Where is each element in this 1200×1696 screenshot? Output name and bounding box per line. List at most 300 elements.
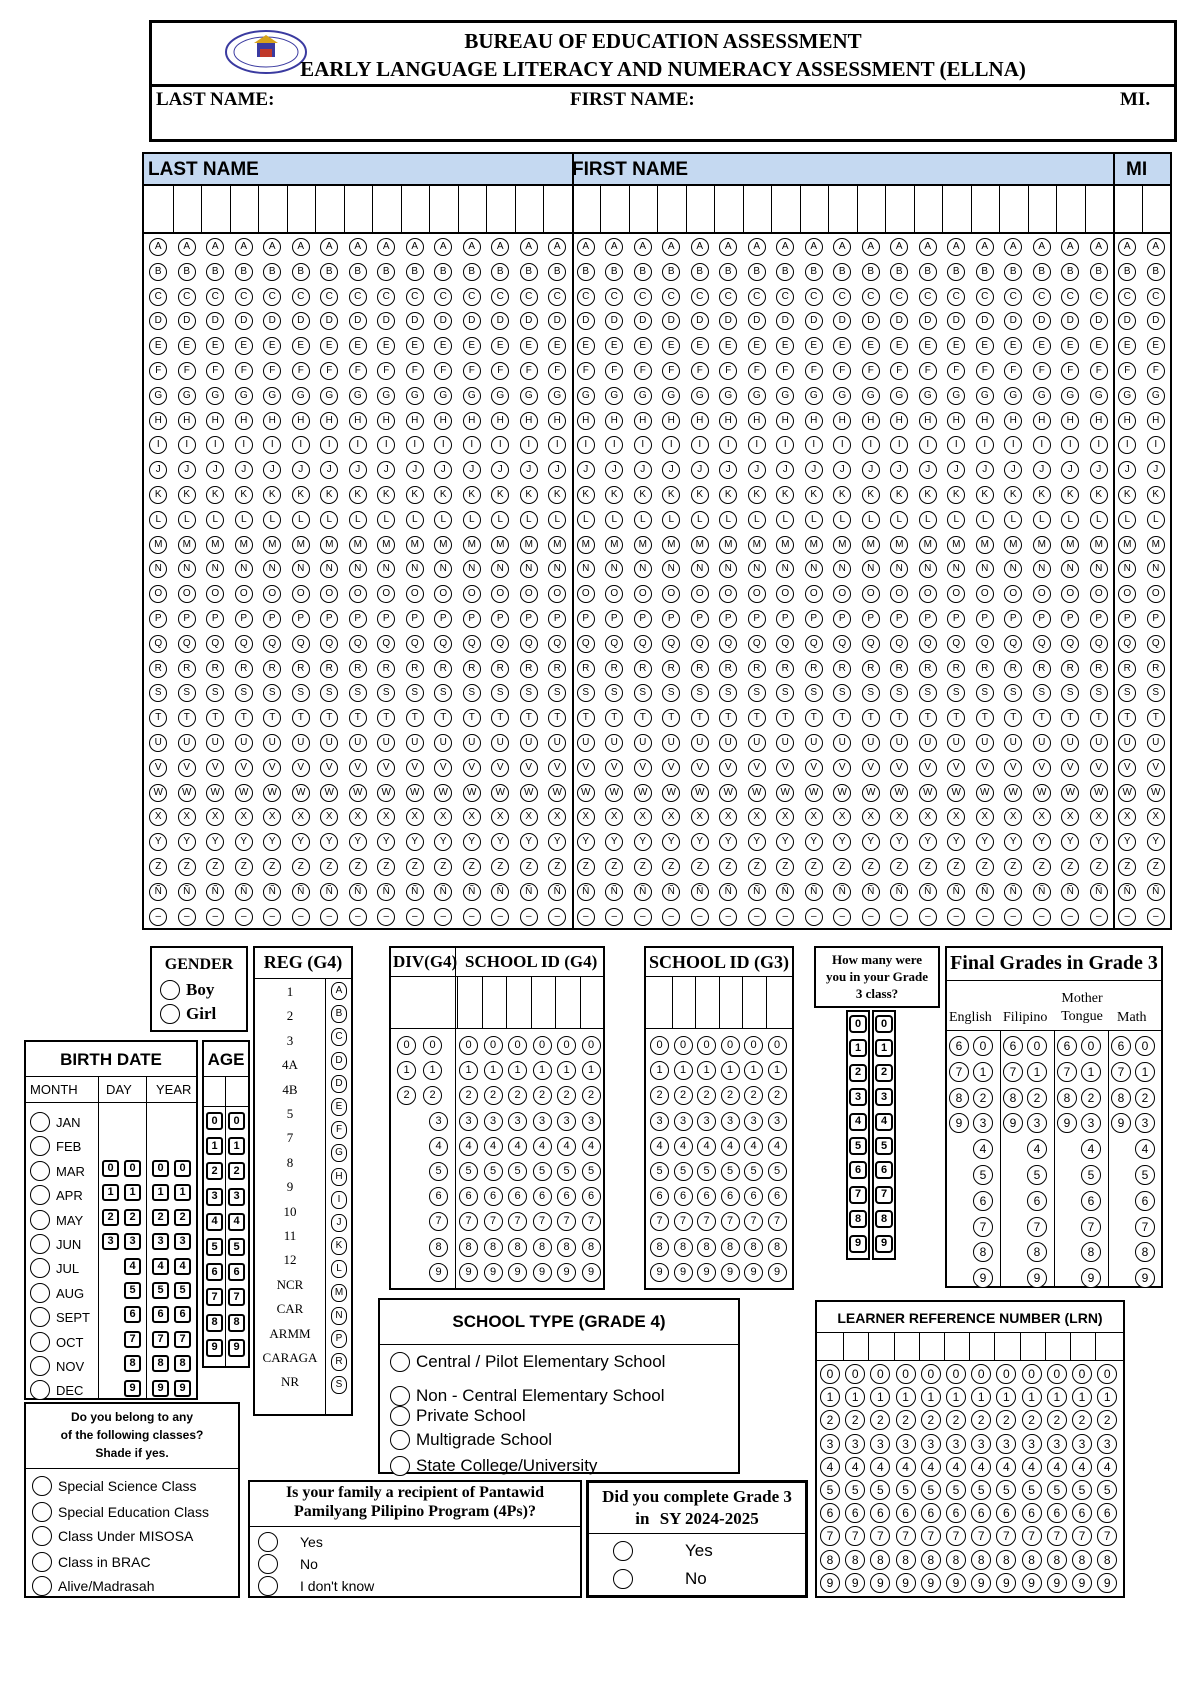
first-name-bubble[interactable]: B (890, 263, 908, 281)
first-name-bubble[interactable]: B (691, 263, 709, 281)
first-name-bubble[interactable]: J (976, 461, 994, 479)
grade-tens-bubble[interactable]: 6 (1057, 1036, 1077, 1056)
first-name-bubble[interactable]: U (976, 734, 994, 752)
last-name-bubble[interactable]: K (434, 486, 452, 504)
first-name-bubble[interactable]: I (1061, 436, 1079, 454)
grade-ones-bubble[interactable]: 9 (1081, 1268, 1101, 1288)
first-name-bubble[interactable]: Y (805, 833, 823, 851)
first-name-bubble[interactable]: F (634, 362, 652, 380)
month-bubble[interactable] (30, 1136, 50, 1156)
last-name-bubble[interactable]: Y (235, 833, 253, 851)
first-name-bubble[interactable]: W (577, 784, 595, 802)
school-id-g4-bubble[interactable]: 8 (484, 1238, 503, 1257)
region-letter-bubble[interactable]: C (331, 1028, 347, 1046)
mi-name-bubble[interactable]: I (1147, 436, 1165, 454)
lrn-bubble[interactable]: 4 (845, 1457, 865, 1477)
last-name-bubble[interactable]: R (434, 660, 452, 678)
first-name-bubble[interactable]: K (890, 486, 908, 504)
first-name-bubble[interactable]: I (976, 436, 994, 454)
first-name-bubble[interactable]: D (976, 312, 994, 330)
first-name-bubble[interactable]: A (976, 238, 994, 256)
lrn-bubble[interactable]: 4 (1022, 1457, 1042, 1477)
first-name-bubble[interactable]: U (776, 734, 794, 752)
last-name-bubble[interactable]: I (263, 436, 281, 454)
last-name-bubble[interactable]: F (235, 362, 253, 380)
lrn-entry-cell[interactable] (1046, 1334, 1069, 1358)
first-name-bubble[interactable]: S (862, 684, 880, 702)
last-name-bubble[interactable]: U (463, 734, 481, 752)
first-name-bubble[interactable]: L (833, 511, 851, 529)
mi-name-bubble[interactable]: R (1118, 660, 1136, 678)
first-name-bubble[interactable]: L (776, 511, 794, 529)
last-name-bubble[interactable]: V (491, 759, 509, 777)
region-letter-bubble[interactable]: S (331, 1376, 347, 1394)
mi-name-bubble[interactable]: I (1118, 436, 1136, 454)
school-id-g4-entry-cell[interactable] (483, 978, 506, 1026)
last-name-bubble[interactable]: L (206, 511, 224, 529)
first-name-bubble[interactable]: D (919, 312, 937, 330)
first-name-bubble[interactable]: G (662, 387, 680, 405)
mi-name-bubble[interactable]: K (1118, 486, 1136, 504)
last-name-bubble[interactable]: R (463, 660, 481, 678)
first-name-bubble[interactable]: K (919, 486, 937, 504)
first-name-bubble[interactable]: G (577, 387, 595, 405)
first-name-bubble[interactable]: L (1061, 511, 1079, 529)
school-id-g3-bubble[interactable]: 7 (674, 1212, 693, 1231)
first-name-bubble[interactable]: N (1004, 560, 1022, 578)
first-name-bubble[interactable]: M (1061, 536, 1079, 554)
last-name-bubble[interactable]: – (520, 908, 538, 926)
last-name-bubble[interactable]: E (434, 337, 452, 355)
last-name-bubble[interactable]: A (149, 238, 167, 256)
day-ones-bubble[interactable]: 9 (124, 1380, 141, 1397)
school-id-g3-bubble[interactable]: 8 (768, 1238, 787, 1257)
first-name-bubble[interactable]: O (1090, 585, 1108, 603)
grade-ones-bubble[interactable]: 0 (973, 1036, 993, 1056)
lrn-bubble[interactable]: 6 (1047, 1503, 1067, 1523)
last-name-bubble[interactable]: X (206, 808, 224, 826)
last-name-bubble[interactable]: Z (149, 858, 167, 876)
last-name-bubble[interactable]: X (149, 808, 167, 826)
first-name-bubble[interactable]: M (691, 536, 709, 554)
first-name-bubble[interactable]: V (605, 759, 623, 777)
first-name-bubble[interactable]: K (634, 486, 652, 504)
last-name-bubble[interactable]: H (406, 412, 424, 430)
first-name-bubble[interactable]: T (748, 709, 766, 727)
last-name-entry-cell[interactable] (259, 188, 286, 230)
mi-name-bubble[interactable]: F (1118, 362, 1136, 380)
first-name-bubble[interactable]: N (805, 560, 823, 578)
first-name-bubble[interactable]: Q (805, 635, 823, 653)
class-size-bubble[interactable]: 3 (875, 1088, 893, 1106)
school-id-g4-bubble[interactable]: 7 (459, 1212, 478, 1231)
first-name-bubble[interactable]: Z (662, 858, 680, 876)
school-id-g4-bubble[interactable]: 2 (557, 1086, 576, 1105)
last-name-bubble[interactable]: V (434, 759, 452, 777)
first-name-bubble[interactable]: I (1090, 436, 1108, 454)
school-id-g4-bubble[interactable]: 2 (508, 1086, 527, 1105)
school-id-g3-bubble[interactable]: 6 (674, 1187, 693, 1206)
last-name-bubble[interactable]: B (548, 263, 566, 281)
first-name-bubble[interactable]: X (662, 808, 680, 826)
last-name-bubble[interactable]: B (178, 263, 196, 281)
first-name-bubble[interactable]: N (577, 560, 595, 578)
first-name-bubble[interactable]: I (776, 436, 794, 454)
lrn-bubble[interactable]: 7 (1072, 1526, 1092, 1546)
last-name-bubble[interactable]: F (463, 362, 481, 380)
first-name-bubble[interactable]: S (805, 684, 823, 702)
last-name-bubble[interactable]: Z (349, 858, 367, 876)
last-name-bubble[interactable]: F (206, 362, 224, 380)
last-name-bubble[interactable]: K (206, 486, 224, 504)
last-name-bubble[interactable]: J (491, 461, 509, 479)
first-name-bubble[interactable]: M (1033, 536, 1051, 554)
first-name-bubble[interactable]: L (577, 511, 595, 529)
school-id-g3-bubble[interactable]: 7 (650, 1212, 669, 1231)
first-name-entry-cell[interactable] (601, 188, 628, 230)
mi-name-entry-cell[interactable] (1143, 188, 1170, 230)
first-name-bubble[interactable]: P (662, 610, 680, 628)
first-name-entry-cell[interactable] (630, 188, 657, 230)
first-name-bubble[interactable]: L (662, 511, 680, 529)
day-tens-bubble[interactable]: 3 (102, 1233, 119, 1250)
last-name-bubble[interactable]: Z (491, 858, 509, 876)
first-name-bubble[interactable]: A (833, 238, 851, 256)
school-id-g4-bubble[interactable]: 2 (484, 1086, 503, 1105)
lrn-bubble[interactable]: 9 (1022, 1573, 1042, 1593)
last-name-bubble[interactable]: B (377, 263, 395, 281)
first-name-bubble[interactable]: N (605, 560, 623, 578)
last-name-bubble[interactable]: C (406, 288, 424, 306)
last-name-bubble[interactable]: J (149, 461, 167, 479)
first-name-bubble[interactable]: Z (719, 858, 737, 876)
last-name-bubble[interactable]: W (206, 784, 224, 802)
last-name-bubble[interactable]: U (377, 734, 395, 752)
year-bubble[interactable]: 0 (174, 1160, 191, 1177)
last-name-bubble[interactable]: I (434, 436, 452, 454)
last-name-entry-cell[interactable] (145, 188, 172, 230)
first-name-bubble[interactable]: B (719, 263, 737, 281)
first-name-bubble[interactable]: X (748, 808, 766, 826)
lrn-bubble[interactable]: 6 (820, 1503, 840, 1523)
mi-name-bubble[interactable]: – (1118, 908, 1136, 926)
lrn-bubble[interactable]: 5 (896, 1480, 916, 1500)
grade-tens-bubble[interactable]: 9 (1111, 1113, 1131, 1133)
school-id-g3-bubble[interactable]: 0 (674, 1036, 693, 1055)
last-name-bubble[interactable]: P (463, 610, 481, 628)
school-id-g3-bubble[interactable]: 2 (674, 1086, 693, 1105)
first-name-bubble[interactable]: P (1004, 610, 1022, 628)
class-size-bubble[interactable]: 9 (849, 1235, 867, 1253)
last-name-bubble[interactable]: Ñ (463, 883, 481, 901)
first-name-bubble[interactable]: W (691, 784, 709, 802)
school-id-g4-bubble[interactable]: 9 (582, 1263, 601, 1282)
school-id-g3-bubble[interactable]: 0 (744, 1036, 763, 1055)
last-name-bubble[interactable]: F (548, 362, 566, 380)
first-name-bubble[interactable]: J (947, 461, 965, 479)
first-name-bubble[interactable]: W (890, 784, 908, 802)
grade-ones-bubble[interactable]: 0 (1135, 1036, 1155, 1056)
first-name-bubble[interactable]: M (634, 536, 652, 554)
school-id-g3-bubble[interactable]: 6 (650, 1187, 669, 1206)
class-size-bubble[interactable]: 6 (875, 1161, 893, 1179)
last-name-bubble[interactable]: A (548, 238, 566, 256)
age-bubble[interactable]: 3 (206, 1188, 223, 1206)
first-name-bubble[interactable]: A (577, 238, 595, 256)
first-name-bubble[interactable]: Y (1033, 833, 1051, 851)
last-name-bubble[interactable]: X (377, 808, 395, 826)
mi-name-bubble[interactable]: R (1147, 660, 1165, 678)
first-name-bubble[interactable]: W (833, 784, 851, 802)
first-name-bubble[interactable]: U (719, 734, 737, 752)
last-name-bubble[interactable]: R (149, 660, 167, 678)
age-bubble[interactable]: 5 (206, 1238, 223, 1256)
last-name-bubble[interactable]: Y (206, 833, 224, 851)
last-name-bubble[interactable]: W (349, 784, 367, 802)
last-name-bubble[interactable]: U (178, 734, 196, 752)
first-name-bubble[interactable]: S (947, 684, 965, 702)
last-name-bubble[interactable]: Z (206, 858, 224, 876)
school-id-g3-bubble[interactable]: 1 (674, 1061, 693, 1080)
first-name-bubble[interactable]: Z (919, 858, 937, 876)
last-name-bubble[interactable]: I (463, 436, 481, 454)
last-name-bubble[interactable]: A (434, 238, 452, 256)
last-name-bubble[interactable]: Ñ (349, 883, 367, 901)
lrn-bubble[interactable]: 1 (1047, 1387, 1067, 1407)
day-ones-bubble[interactable]: 0 (124, 1160, 141, 1177)
last-name-bubble[interactable]: G (292, 387, 310, 405)
first-name-bubble[interactable]: H (890, 412, 908, 430)
first-name-bubble[interactable]: N (1033, 560, 1051, 578)
first-name-bubble[interactable]: S (1090, 684, 1108, 702)
first-name-bubble[interactable]: J (719, 461, 737, 479)
last-name-bubble[interactable]: O (434, 585, 452, 603)
last-name-bubble[interactable]: T (292, 709, 310, 727)
last-name-bubble[interactable]: P (377, 610, 395, 628)
first-name-bubble[interactable]: H (805, 412, 823, 430)
grade-ones-bubble[interactable]: 1 (1081, 1062, 1101, 1082)
mi-name-bubble[interactable]: C (1147, 288, 1165, 306)
school-id-g3-bubble[interactable]: 5 (697, 1162, 716, 1181)
last-name-bubble[interactable]: D (235, 312, 253, 330)
last-name-bubble[interactable]: K (263, 486, 281, 504)
first-name-bubble[interactable]: R (1061, 660, 1079, 678)
school-id-g4-bubble[interactable]: 4 (508, 1137, 527, 1156)
last-name-bubble[interactable]: W (434, 784, 452, 802)
first-name-bubble[interactable]: T (776, 709, 794, 727)
last-name-bubble[interactable]: G (491, 387, 509, 405)
first-name-bubble[interactable]: M (748, 536, 766, 554)
first-name-bubble[interactable]: S (748, 684, 766, 702)
school-id-g4-bubble[interactable]: 8 (582, 1238, 601, 1257)
mi-name-bubble[interactable]: U (1118, 734, 1136, 752)
first-name-bubble[interactable]: O (805, 585, 823, 603)
lrn-bubble[interactable]: 1 (1097, 1387, 1117, 1407)
lrn-bubble[interactable]: 1 (820, 1387, 840, 1407)
grade3-bubble[interactable] (613, 1541, 633, 1561)
first-name-bubble[interactable]: – (833, 908, 851, 926)
first-name-bubble[interactable]: M (719, 536, 737, 554)
last-name-bubble[interactable]: D (377, 312, 395, 330)
first-name-bubble[interactable]: V (862, 759, 880, 777)
first-name-bubble[interactable]: T (947, 709, 965, 727)
first-name-bubble[interactable]: E (776, 337, 794, 355)
last-name-bubble[interactable]: G (206, 387, 224, 405)
first-name-bubble[interactable]: M (1090, 536, 1108, 554)
first-name-bubble[interactable]: Z (862, 858, 880, 876)
last-name-bubble[interactable]: Z (235, 858, 253, 876)
lrn-bubble[interactable]: 1 (1022, 1387, 1042, 1407)
first-name-bubble[interactable]: Z (748, 858, 766, 876)
month-bubble[interactable] (30, 1185, 50, 1205)
first-name-bubble[interactable]: D (1061, 312, 1079, 330)
mi-name-bubble[interactable]: C (1118, 288, 1136, 306)
last-name-bubble[interactable]: V (178, 759, 196, 777)
first-name-bubble[interactable]: I (577, 436, 595, 454)
last-name-bubble[interactable]: O (463, 585, 481, 603)
school-id-g3-bubble[interactable]: 7 (768, 1212, 787, 1231)
first-name-bubble[interactable]: A (634, 238, 652, 256)
first-name-bubble[interactable]: I (833, 436, 851, 454)
first-name-bubble[interactable]: H (947, 412, 965, 430)
lrn-bubble[interactable]: 8 (1072, 1550, 1092, 1570)
first-name-bubble[interactable]: I (1033, 436, 1051, 454)
school-id-g4-bubble[interactable]: 6 (459, 1187, 478, 1206)
class-size-bubble[interactable]: 5 (875, 1137, 893, 1155)
first-name-bubble[interactable]: C (890, 288, 908, 306)
first-name-bubble[interactable]: O (919, 585, 937, 603)
school-id-g4-bubble[interactable]: 4 (459, 1137, 478, 1156)
lrn-bubble[interactable]: 5 (921, 1480, 941, 1500)
first-name-bubble[interactable]: – (1090, 908, 1108, 926)
last-name-bubble[interactable]: G (520, 387, 538, 405)
division-entry-cell[interactable] (420, 978, 444, 1026)
first-name-bubble[interactable]: C (919, 288, 937, 306)
year-bubble[interactable]: 7 (174, 1331, 191, 1348)
school-id-g3-bubble[interactable]: 8 (721, 1238, 740, 1257)
last-name-bubble[interactable]: U (349, 734, 367, 752)
last-name-bubble[interactable]: A (406, 238, 424, 256)
first-name-bubble[interactable]: B (1004, 263, 1022, 281)
first-name-bubble[interactable]: X (605, 808, 623, 826)
first-name-bubble[interactable]: – (1061, 908, 1079, 926)
first-name-bubble[interactable]: N (691, 560, 709, 578)
last-name-bubble[interactable]: Z (377, 858, 395, 876)
lrn-bubble[interactable]: 2 (1097, 1410, 1117, 1430)
first-name-bubble[interactable]: J (748, 461, 766, 479)
first-name-bubble[interactable]: O (976, 585, 994, 603)
first-name-bubble[interactable]: F (1061, 362, 1079, 380)
first-name-bubble[interactable]: G (776, 387, 794, 405)
last-name-bubble[interactable]: G (463, 387, 481, 405)
class-size-bubble[interactable]: 8 (849, 1210, 867, 1228)
last-name-bubble[interactable]: V (263, 759, 281, 777)
school-id-g3-bubble[interactable]: 2 (744, 1086, 763, 1105)
school-id-g4-entry-cell[interactable] (507, 978, 530, 1026)
school-id-g4-bubble[interactable]: 7 (533, 1212, 552, 1231)
first-name-bubble[interactable]: C (805, 288, 823, 306)
school-id-g4-bubble[interactable]: 5 (508, 1162, 527, 1181)
last-name-bubble[interactable]: M (320, 536, 338, 554)
region-letter-bubble[interactable]: L (331, 1260, 347, 1278)
last-name-bubble[interactable]: – (149, 908, 167, 926)
last-name-bubble[interactable]: D (149, 312, 167, 330)
age-bubble[interactable]: 3 (228, 1188, 245, 1206)
mi-name-bubble[interactable]: V (1118, 759, 1136, 777)
first-name-bubble[interactable]: K (805, 486, 823, 504)
first-name-bubble[interactable]: B (976, 263, 994, 281)
last-name-bubble[interactable]: T (178, 709, 196, 727)
mi-name-bubble[interactable]: Q (1147, 635, 1165, 653)
first-name-bubble[interactable]: U (1090, 734, 1108, 752)
first-name-bubble[interactable]: F (691, 362, 709, 380)
first-name-bubble[interactable]: M (919, 536, 937, 554)
first-name-bubble[interactable]: Q (1004, 635, 1022, 653)
lrn-bubble[interactable]: 9 (820, 1573, 840, 1593)
last-name-bubble[interactable]: N (463, 560, 481, 578)
school-id-g4-bubble[interactable]: 3 (508, 1112, 527, 1131)
first-name-bubble[interactable]: S (605, 684, 623, 702)
last-name-bubble[interactable]: L (463, 511, 481, 529)
last-name-entry-cell[interactable] (487, 188, 514, 230)
first-name-entry-cell[interactable] (1000, 188, 1027, 230)
lrn-bubble[interactable]: 6 (996, 1503, 1016, 1523)
first-name-bubble[interactable]: W (1004, 784, 1022, 802)
last-name-bubble[interactable]: Ñ (149, 883, 167, 901)
last-name-bubble[interactable]: L (349, 511, 367, 529)
year-bubble[interactable]: 8 (152, 1355, 169, 1372)
first-name-bubble[interactable]: H (1061, 412, 1079, 430)
last-name-bubble[interactable]: Ñ (292, 883, 310, 901)
first-name-bubble[interactable]: U (691, 734, 709, 752)
last-name-bubble[interactable]: X (548, 808, 566, 826)
last-name-bubble[interactable]: O (149, 585, 167, 603)
last-name-bubble[interactable]: K (178, 486, 196, 504)
last-name-bubble[interactable]: J (520, 461, 538, 479)
region-letter-bubble[interactable]: A (331, 982, 347, 1000)
first-name-bubble[interactable]: A (719, 238, 737, 256)
last-name-bubble[interactable]: Z (263, 858, 281, 876)
lrn-bubble[interactable]: 0 (896, 1364, 916, 1384)
school-id-g3-bubble[interactable]: 9 (768, 1263, 787, 1282)
lrn-bubble[interactable]: 8 (921, 1550, 941, 1570)
first-name-bubble[interactable]: D (805, 312, 823, 330)
grade-tens-bubble[interactable]: 9 (949, 1113, 969, 1133)
grade-ones-bubble[interactable]: 5 (973, 1165, 993, 1185)
mi-name-bubble[interactable]: A (1118, 238, 1136, 256)
school-id-g3-bubble[interactable]: 2 (650, 1086, 669, 1105)
mi-name-bubble[interactable]: S (1118, 684, 1136, 702)
grade-ones-bubble[interactable]: 4 (1135, 1139, 1155, 1159)
gender-boy-bubble[interactable] (160, 980, 180, 1000)
lrn-bubble[interactable]: 3 (1072, 1434, 1092, 1454)
first-name-bubble[interactable]: C (1061, 288, 1079, 306)
last-name-bubble[interactable]: R (263, 660, 281, 678)
school-id-g4-bubble[interactable]: 9 (508, 1263, 527, 1282)
lrn-bubble[interactable]: 5 (1047, 1480, 1067, 1500)
lrn-bubble[interactable]: 7 (845, 1526, 865, 1546)
lrn-bubble[interactable]: 5 (1097, 1480, 1117, 1500)
school-id-g3-bubble[interactable]: 2 (768, 1086, 787, 1105)
last-name-bubble[interactable]: U (235, 734, 253, 752)
first-name-bubble[interactable]: Q (1090, 635, 1108, 653)
last-name-bubble[interactable]: S (320, 684, 338, 702)
last-name-bubble[interactable]: G (320, 387, 338, 405)
first-name-bubble[interactable]: Z (1090, 858, 1108, 876)
mi-name-bubble[interactable]: Y (1118, 833, 1136, 851)
first-name-bubble[interactable]: – (862, 908, 880, 926)
school-id-g4-bubble[interactable]: 0 (484, 1036, 503, 1055)
